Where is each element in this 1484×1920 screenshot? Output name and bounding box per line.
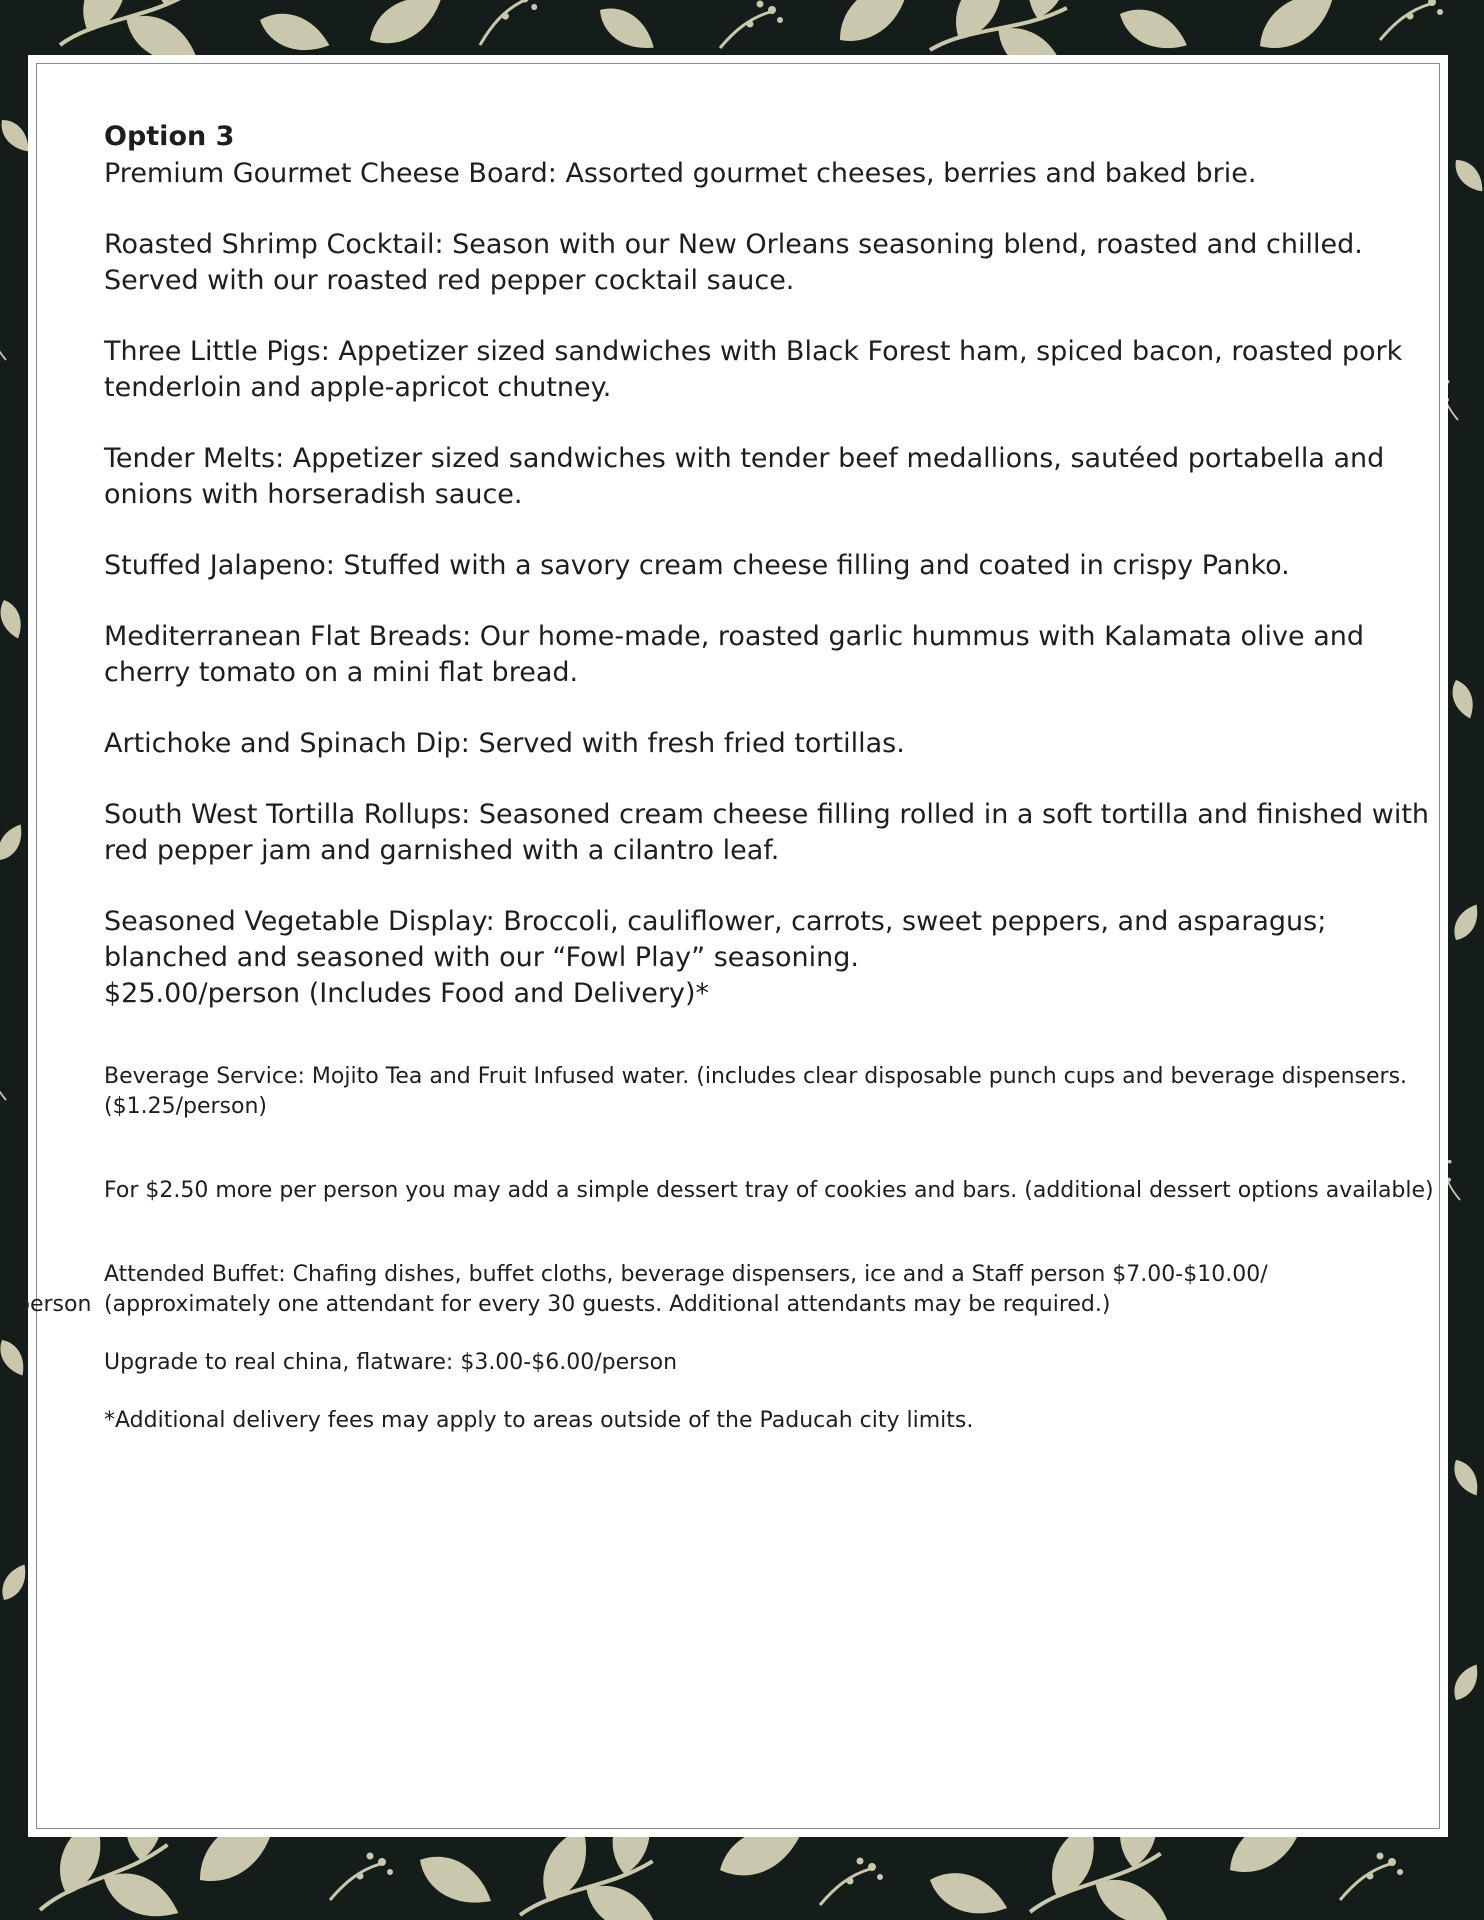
menu-item: Artichoke and Spinach Dip: Served with fresh fried tortillas. [104, 728, 905, 759]
buffet-hang-word: person [16, 1292, 92, 1317]
menu-item: Premium Gourmet Cheese Board: Assorted gourmet cheeses, berries and baked brie. [104, 158, 1257, 189]
delivery-note: *Additional delivery fees may apply to areas outside of the Paducah city limits. [104, 1408, 974, 1433]
price-line: $25.00/person (Includes Food and Delivery)* [104, 978, 709, 1009]
dessert-note: For $2.50 more per person you may add a simple dessert tray of cookies and bars. (additional dessert options available) [104, 1178, 1434, 1203]
menu-item: Three Little Pigs: Appetizer sized sandwiches with Black Forest ham, spiced bacon, roasted pork tenderloin and apple-apricot chutney. [104, 336, 1403, 403]
menu-item: Stuffed Jalapeno: Stuffed with a savory cream cheese filling and coated in crispy Panko. [104, 550, 1290, 581]
buffet-line-1: Attended Buffet: Chafing dishes, buffet cloths, beverage dispensers, ice and a Staff person $7.00-$10.00/ [104, 1262, 1268, 1287]
menu-content [16, 118, 1434, 1436]
menu-item: Tender Melts: Appetizer sized sandwiches with tender beef medallions, sautéed portabella and onions with horseradish sauce. [104, 443, 1385, 510]
menu-item: Seasoned Vegetable Display: Broccoli, cauliflower, carrots, sweet peppers, and asparagus; blanched and seasoned with our “Fowl Play” seasoning. [104, 906, 1327, 973]
menu-item: South West Tortilla Rollups: Seasoned cream cheese filling rolled in a soft tortilla and finished with red pepper jam and garnished with a cilantro leaf. [104, 799, 1430, 866]
menu-item: Roasted Shrimp Cocktail: Season with our New Orleans seasoning blend, roasted and chilled. Served with our roasted red pepper cocktail sauce. [104, 229, 1363, 296]
buffet-line-2: (approximately one attendant for every 30 guests. Additional attendants may be required.) [104, 1292, 1111, 1317]
option-heading: Option 3 [104, 121, 235, 152]
beverage-note: Beverage Service: Mojito Tea and Fruit Infused water. (includes clear disposable punch cups and beverage dispensers. ($1.25/person) [104, 1064, 1408, 1119]
upgrade-note: Upgrade to real china, flatware: $3.00-$6.00/person [104, 1350, 678, 1375]
buffet-note [16, 1260, 1434, 1320]
menu-item: Mediterranean Flat Breads: Our home-made, roasted garlic hummus with Kalamata olive and cherry tomato on a mini flat bread. [104, 621, 1364, 688]
